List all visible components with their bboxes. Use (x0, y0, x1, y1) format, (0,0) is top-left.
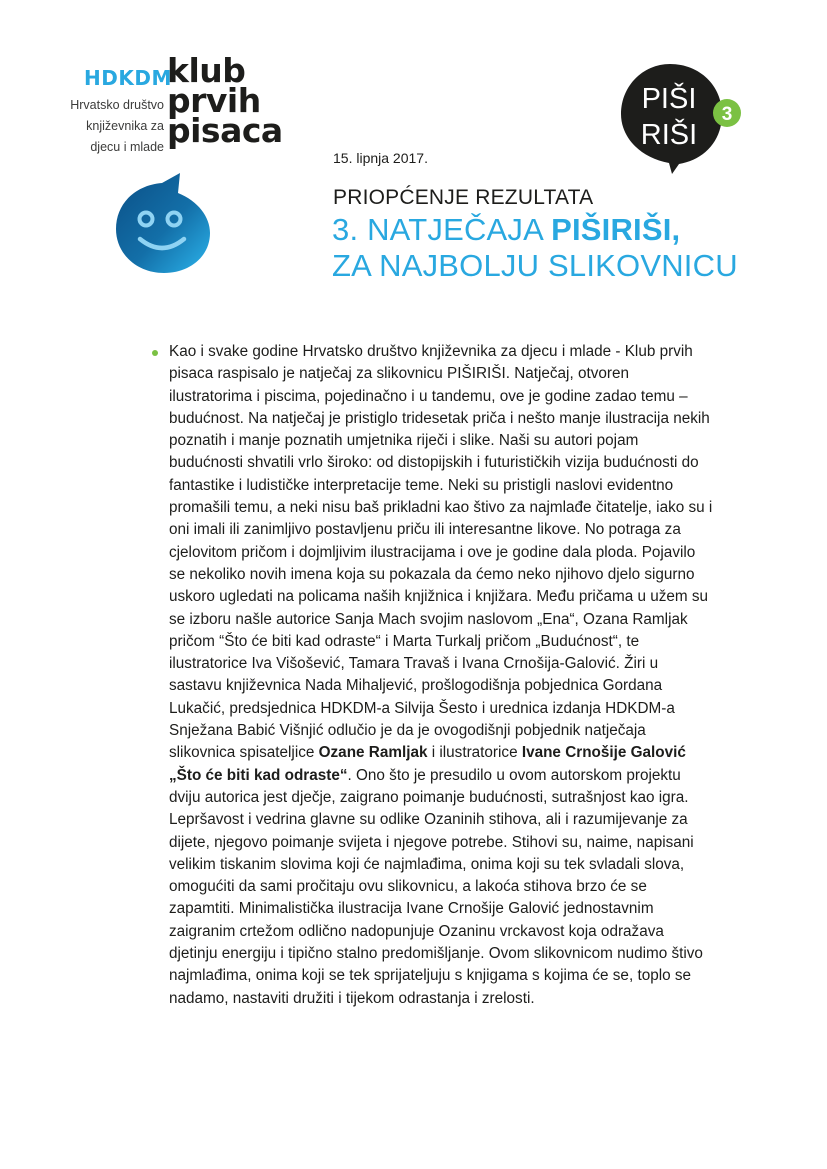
logo-org-full (70, 95, 164, 158)
document-date: 15. lipnja 2017. (333, 150, 428, 166)
body-text-part: . Ono što je presudilo u ovom autorskom projektu dviju autorica jest dječje, zaigrano poimanje budućnosti, sutrašnjost kao igra. Lepršavost i vedrina glavne su odlike Ozaninih stihova, ali i razumijevanje za dijete, njegovo poimanje svijeta i njegove potrebe. Stihovi su, naime, napisani velikim tiskanim slovima koji će najmlađima, onima koji su tek svladali slova, omogućiti da sami pročitaju ovu slikovnicu, a lakoća stihova brzo će se zapamtiti. Minimalistička ilustracija Ivane Crnošije Galović jednostavnim zaigranim crtežom odlično nadopunjuje Ozaninu vrckavost koja odražava djetinju energiju i tipično stalno predomišljanje. Ovom slikovnicom nudimo štivo najmlađima, onima koji se tek sprijateljuju s knjigama s kojima će se, toplo se nadamo, nastaviti družiti i tijekom odrastanja i zrelosti. (169, 766, 703, 1007)
smiling-drop-icon (112, 171, 212, 275)
logo-org-line: Hrvatsko društvo (70, 98, 164, 112)
logo-org-short: HDKDM (84, 66, 172, 90)
pisirisi-badge-logo (615, 62, 755, 202)
title-line1-prefix: 3. NATJEČAJA (332, 212, 552, 247)
logo-club-word: prvih (167, 81, 261, 120)
title-line1-bold: PIŠIRIŠI, (551, 212, 681, 247)
body-text-part: Kao i svake godine Hrvatsko društvo književnika za djecu i mlade - Klub prvih pisaca raspisalo je natječaj za slikovnicu PIŠIRIŠI. Natječaj, otvoren ilustratorima i piscima, pojedinačno i u tandemu, ove je godine zadao temu – budućnost. Na natječaj je pristiglo tridesetak priča i nešto manje ilustracija nekih poznatih i manje poznatih umjetnika riječi i slike. Naši su autori pojam budućnosti shvatili vrlo široko: od distopijskih i futurističkih vizija budućnosti do fantastike i ludističke interpretacije teme. Neki su pristigli naslovi evidentno promašili temu, a neki nisu baš prikladni kao štivo za najmlađe čitatelje, iako su i oni imali ili zanimljivo postavljenu priču ili interesantne likove. No potraga za cjelovitom pričom i dojmljivim ilustracijama i ove je godine dala ploda. Pojavilo se nekoliko novih imena koja su pokazala da ćemo neko njihovo djelo sigurno uskoro ugledati na policama naših knjižnica i knjižara. Među pričama u užem su se izboru našle autorice Sanja Mach svojim naslovom „Ena“, Ozana Ramljak pričom “Što će biti kad odraste“ i Marta Turkalj pričom „Budućnost“, te ilustratorice Iva Višošević, Tamara Travaš i Ivana Crnošija-Galović. Žiri u sastavu književnica Nada Mihaljević, prošlogodišnja pobjednica Gordana Lukačić, predsjednica HDKDM-a Silvija Šesto i urednica izdanja HDKDM-a Snježana Babić Višnjić odlučio je da je ovogodišnji pobjednik natječaja slikovnica spisateljice (169, 343, 713, 762)
body-text-part: i ilustratorice (427, 744, 522, 762)
logo-club-word: pisaca (167, 111, 283, 150)
badge-line2: RIŠI (640, 119, 698, 151)
logo-org-line: djecu i mlade (90, 140, 164, 154)
page-title (332, 212, 738, 284)
body-paragraph (169, 341, 714, 1010)
body-bold-author: Ozane Ramljak (318, 744, 428, 762)
badge-number: 3 (721, 104, 733, 125)
logo-org-line: književnika za (86, 119, 164, 133)
body-bold-illustrator-title: Ivane Crnošije Galović „Što će biti kad odraste“ (169, 744, 686, 784)
bullet-icon (152, 350, 158, 356)
title-line2: ZA NAJBOLJU SLIKOVNICU (332, 248, 738, 283)
badge-line1: PIŠI (641, 83, 697, 115)
logo-club-word: klub (167, 51, 246, 90)
title-pre: PRIOPĆENJE REZULTATA (333, 186, 594, 209)
logo-club-name (167, 51, 283, 150)
